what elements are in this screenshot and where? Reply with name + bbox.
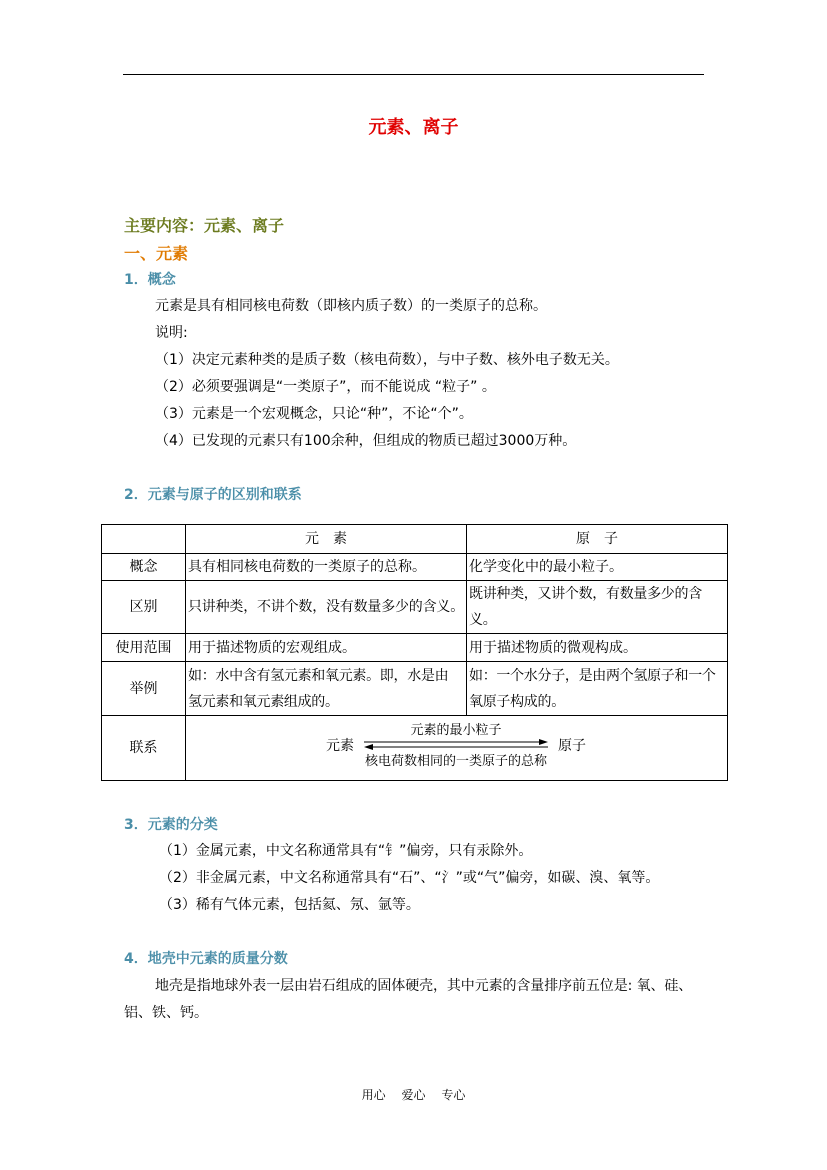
note-item: （1）决定元素种类的是质子数（核电荷数），与中子数、核外电子数无关。 xyxy=(155,352,619,368)
note-item: （3）元素是一个宏观概念，只论“种”，不论“个”。 xyxy=(155,406,473,422)
crust-text: 铝、铁、钙。 xyxy=(124,1005,208,1021)
main-topic: 主要内容：元素、离子 xyxy=(124,216,285,235)
example-line: 如：水中含有氢元素和氧元素。即，水是由 xyxy=(188,667,449,684)
arrow-left-icon xyxy=(364,744,373,750)
document-title: 元素、离子 xyxy=(368,117,459,138)
footer-text: 用心 xyxy=(361,1088,386,1102)
relation-bottom-text: 核电荷数相同的一类原子的总称 xyxy=(364,754,548,769)
classification-item: （3）稀有气体元素，包括氦、氖、氩等。 xyxy=(159,897,420,913)
table-row xyxy=(102,554,728,581)
row-label: 区别 xyxy=(102,581,186,634)
comparison-table xyxy=(101,524,728,781)
atom-cell: 化学变化中的最小粒子。 xyxy=(467,554,728,581)
header-atom: 原 子 xyxy=(467,525,728,554)
table-header-row xyxy=(102,525,728,554)
element-cell: 只讲种类，不讲个数，没有数量多少的含义。 xyxy=(186,581,467,634)
row-label: 使用范围 xyxy=(102,634,186,662)
footer-text: 爱心 xyxy=(401,1088,426,1102)
crust-heading: 4．地壳中元素的质量分数 xyxy=(124,951,288,967)
atom-cell: 用于描述物质的微观构成。 xyxy=(467,634,728,662)
section-heading-elements: 一、元素 xyxy=(124,244,189,263)
relation-right: 原子 xyxy=(558,738,586,754)
row-label: 概念 xyxy=(102,554,186,581)
header-element: 元 素 xyxy=(186,525,467,554)
example-line: 氧原子构成的。 xyxy=(469,693,565,710)
header-rule xyxy=(123,74,704,75)
page-footer xyxy=(0,1086,827,1103)
relation-top-text: 元素的最小粒子 xyxy=(410,723,502,738)
element-cell xyxy=(186,662,467,716)
atom-cell: 既讲种类，又讲个数，有数量多少的含义。 xyxy=(467,581,728,634)
note-item: （2）必须要强调是“一类原子”，而不能说成 “粒子” 。 xyxy=(155,379,496,395)
footer-text: 专心 xyxy=(441,1088,466,1102)
example-line: 如：一个水分子，是由两个氢原子和一个 xyxy=(469,667,716,684)
note-item: （4）已发现的元素只有100余种，但组成的物质已超过3000万种。 xyxy=(155,433,577,449)
relation-cell xyxy=(186,716,728,781)
classification-heading: 3．元素的分类 xyxy=(124,817,218,833)
relation-diagram xyxy=(186,717,726,779)
example-line: 氢元素和氧元素组成的。 xyxy=(188,693,339,710)
header-empty-cell xyxy=(102,525,186,554)
row-label: 举例 xyxy=(102,662,186,716)
arrow-right-icon xyxy=(539,739,548,745)
crust-text: 地壳是指地球外表一层由岩石组成的固体硬壳，其中元素的含量排序前五位是: 氧、硅、 xyxy=(155,978,693,994)
relation-left: 元素 xyxy=(326,738,354,754)
element-cell: 用于描述物质的宏观组成。 xyxy=(186,634,467,662)
table-row xyxy=(102,634,728,662)
element-cell: 具有相同核电荷数的一类原子的总称。 xyxy=(186,554,467,581)
table-row xyxy=(102,662,728,716)
concept-definition: 元素是具有相同核电荷数（即核内质子数）的一类原子的总称。 xyxy=(155,298,547,314)
classification-item: （2）非金属元素，中文名称通常具有“石”、“氵”或“气”偏旁，如碳、溴、氧等。 xyxy=(159,870,660,886)
table-row xyxy=(102,716,728,781)
concept-heading: 1．概念 xyxy=(124,272,176,288)
table-row xyxy=(102,581,728,634)
comparison-heading: 2．元素与原子的区别和联系 xyxy=(124,487,302,503)
note-label: 说明: xyxy=(155,325,188,341)
row-label: 联系 xyxy=(102,716,186,781)
atom-cell xyxy=(467,662,728,716)
classification-item: （1）金属元素，中文名称通常具有“钅”偏旁，只有汞除外。 xyxy=(159,843,533,859)
